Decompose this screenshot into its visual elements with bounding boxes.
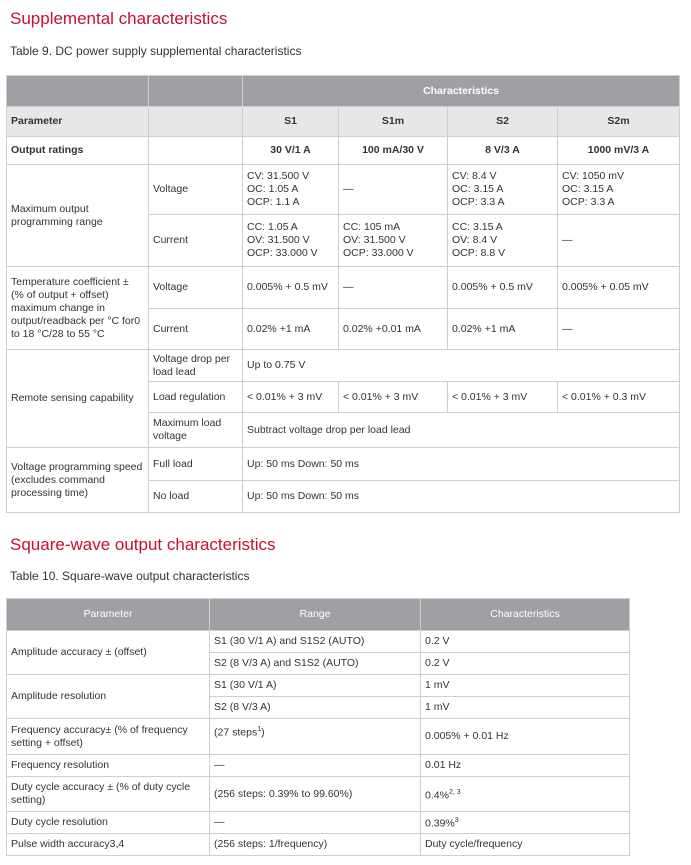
col-s1: S1 [243,107,339,137]
output-ratings-row [7,137,680,165]
amp-acc-range-2: S2 (8 V/3 A) and S1S2 (AUTO) [210,653,421,675]
tc-label: Temperature coefficient ± (% of output + offset) maximum change in output/readback per °C for0 to 18 °C/28 to 55 °C [7,267,149,350]
maxload-value: Subtract voltage drop per load lead [243,413,680,448]
amp-acc-value-2: 0.2 V [421,653,630,675]
freq-res-value: 0.01 Hz [421,755,630,777]
table10 [6,598,630,856]
mpr-current-s1: CC: 1.05 A OV: 31.500 V OCP: 33.000 V [243,215,339,267]
header-parameter: Parameter [7,599,210,631]
col-s2m: S2m [558,107,680,137]
parameter-row [7,107,680,137]
output-rating-s1: 30 V/1 A [243,137,339,165]
tc-current-s2: 0.02% +1 mA [448,309,558,350]
col-s1m: S1m [339,107,448,137]
table10-caption: Table 10. Square-wave output characteristics [10,569,250,583]
table9 [6,75,680,513]
amp-res-row-1 [7,675,630,697]
tc-current-s1: 0.02% +1 mA [243,309,339,350]
mpr-label: Maximum output programming range [7,165,149,267]
mpr-current-s1m: CC: 105 mA OV: 31.500 V OCP: 33.000 V [339,215,448,267]
pw-label: Pulse width accuracy3,4 [7,834,210,856]
amp-res-value-2: 1 mV [421,697,630,719]
freq-res-row [7,755,630,777]
rs-label: Remote sensing capability [7,350,149,448]
vdrop-value: Up to 0.75 V [243,350,680,382]
loadreg-s2: < 0.01% + 3 mV [448,382,558,413]
mpr-voltage-s1m: — [339,165,448,215]
loadreg-s2m: < 0.01% + 0.3 mV [558,382,680,413]
col-s2: S2 [448,107,558,137]
mpr-voltage-label: Voltage [149,165,243,215]
duty-res-row [7,812,630,834]
mpr-current-s2m: — [558,215,680,267]
table9-header-row [7,76,680,107]
amp-acc-label: Amplitude accuracy ± (offset) [7,631,210,675]
mpr-current-label: Current [149,215,243,267]
freq-acc-value: 0.005% + 0.01 Hz [421,719,630,755]
duty-acc-range: (256 steps: 0.39% to 99.60%) [210,777,421,812]
noload-value: Up: 50 ms Down: 50 ms [243,481,680,513]
amp-res-value-1: 1 mV [421,675,630,697]
freq-res-range: — [210,755,421,777]
amp-res-label: Amplitude resolution [7,675,210,719]
table10-header-row [7,599,630,631]
duty-res-range: — [210,812,421,834]
tc-voltage-s2m: 0.005% + 0.05 mV [558,267,680,309]
pw-row [7,834,630,856]
tc-voltage-s1m: — [339,267,448,309]
freq-res-label: Frequency resolution [7,755,210,777]
mpr-current-s2: CC: 3.15 A OV: 8.4 V OCP: 8.8 V [448,215,558,267]
mpr-voltage-s2: CV: 8.4 V OC: 3.15 A OCP: 3.3 A [448,165,558,215]
output-rating-s2: 8 V/3 A [448,137,558,165]
section-title-square-wave: Square-wave output characteristics [10,535,276,554]
tc-voltage-s1: 0.005% + 0.5 mV [243,267,339,309]
output-ratings-label: Output ratings [7,137,149,165]
duty-acc-row [7,777,630,812]
tc-current-s2m: — [558,309,680,350]
output-rating-s1m: 100 mA/30 V [339,137,448,165]
amp-res-range-2: S2 (8 V/3 A) [210,697,421,719]
header-range: Range [210,599,421,631]
tc-current-label: Current [149,309,243,350]
duty-acc-label: Duty cycle accuracy ± (% of duty cycle setting) [7,777,210,812]
tc-voltage-label: Voltage [149,267,243,309]
duty-res-value: 0.39%$^3$ [421,812,630,834]
fullload-label: Full load [149,448,243,481]
loadreg-s1: < 0.01% + 3 mV [243,382,339,413]
vps-label: Voltage programming speed (excludes command processing time) [7,448,149,513]
tc-current-s1m: 0.02% +0.01 mA [339,309,448,350]
pw-range: (256 steps: 1/frequency) [210,834,421,856]
noload-label: No load [149,481,243,513]
amp-acc-value-1: 0.2 V [421,631,630,653]
header-characteristics: Characteristics [421,599,630,631]
section-title-supplemental: Supplemental characteristics [10,9,228,28]
freq-acc-row [7,719,630,755]
pw-value: Duty cycle/frequency [421,834,630,856]
output-rating-s2m: 1000 mV/3 A [558,137,680,165]
amp-acc-row-1 [7,631,630,653]
characteristics-header: Characteristics [243,76,680,107]
loadreg-s1m: < 0.01% + 3 mV [339,382,448,413]
fullload-value: Up: 50 ms Down: 50 ms [243,448,680,481]
freq-acc-label: Frequency accuracy± (% of frequency setting + offset) [7,719,210,755]
maxload-label: Maximum load voltage [149,413,243,448]
freq-acc-range: (27 steps$^1$) [210,719,421,755]
amp-res-range-1: S1 (30 V/1 A) [210,675,421,697]
tc-voltage-row [7,267,680,309]
vdrop-label: Voltage drop per load lead [149,350,243,382]
duty-res-label: Duty cycle resolution [7,812,210,834]
parameter-label: Parameter [7,107,149,137]
mpr-voltage-row [7,165,680,215]
fullload-row [7,448,680,481]
loadreg-label: Load regulation [149,382,243,413]
tc-voltage-s2: 0.005% + 0.5 mV [448,267,558,309]
duty-acc-value: 0.4%$^{2, 3}$ [421,777,630,812]
table9-caption: Table 9. DC power supply supplemental characteristics [10,44,302,58]
amp-acc-range-1: S1 (30 V/1 A) and S1S2 (AUTO) [210,631,421,653]
vdrop-row [7,350,680,382]
mpr-voltage-s1: CV: 31.500 V OC: 1.05 A OCP: 1.1 A [243,165,339,215]
mpr-voltage-s2m: CV: 1050 mV OC: 3.15 A OCP: 3.3 A [558,165,680,215]
